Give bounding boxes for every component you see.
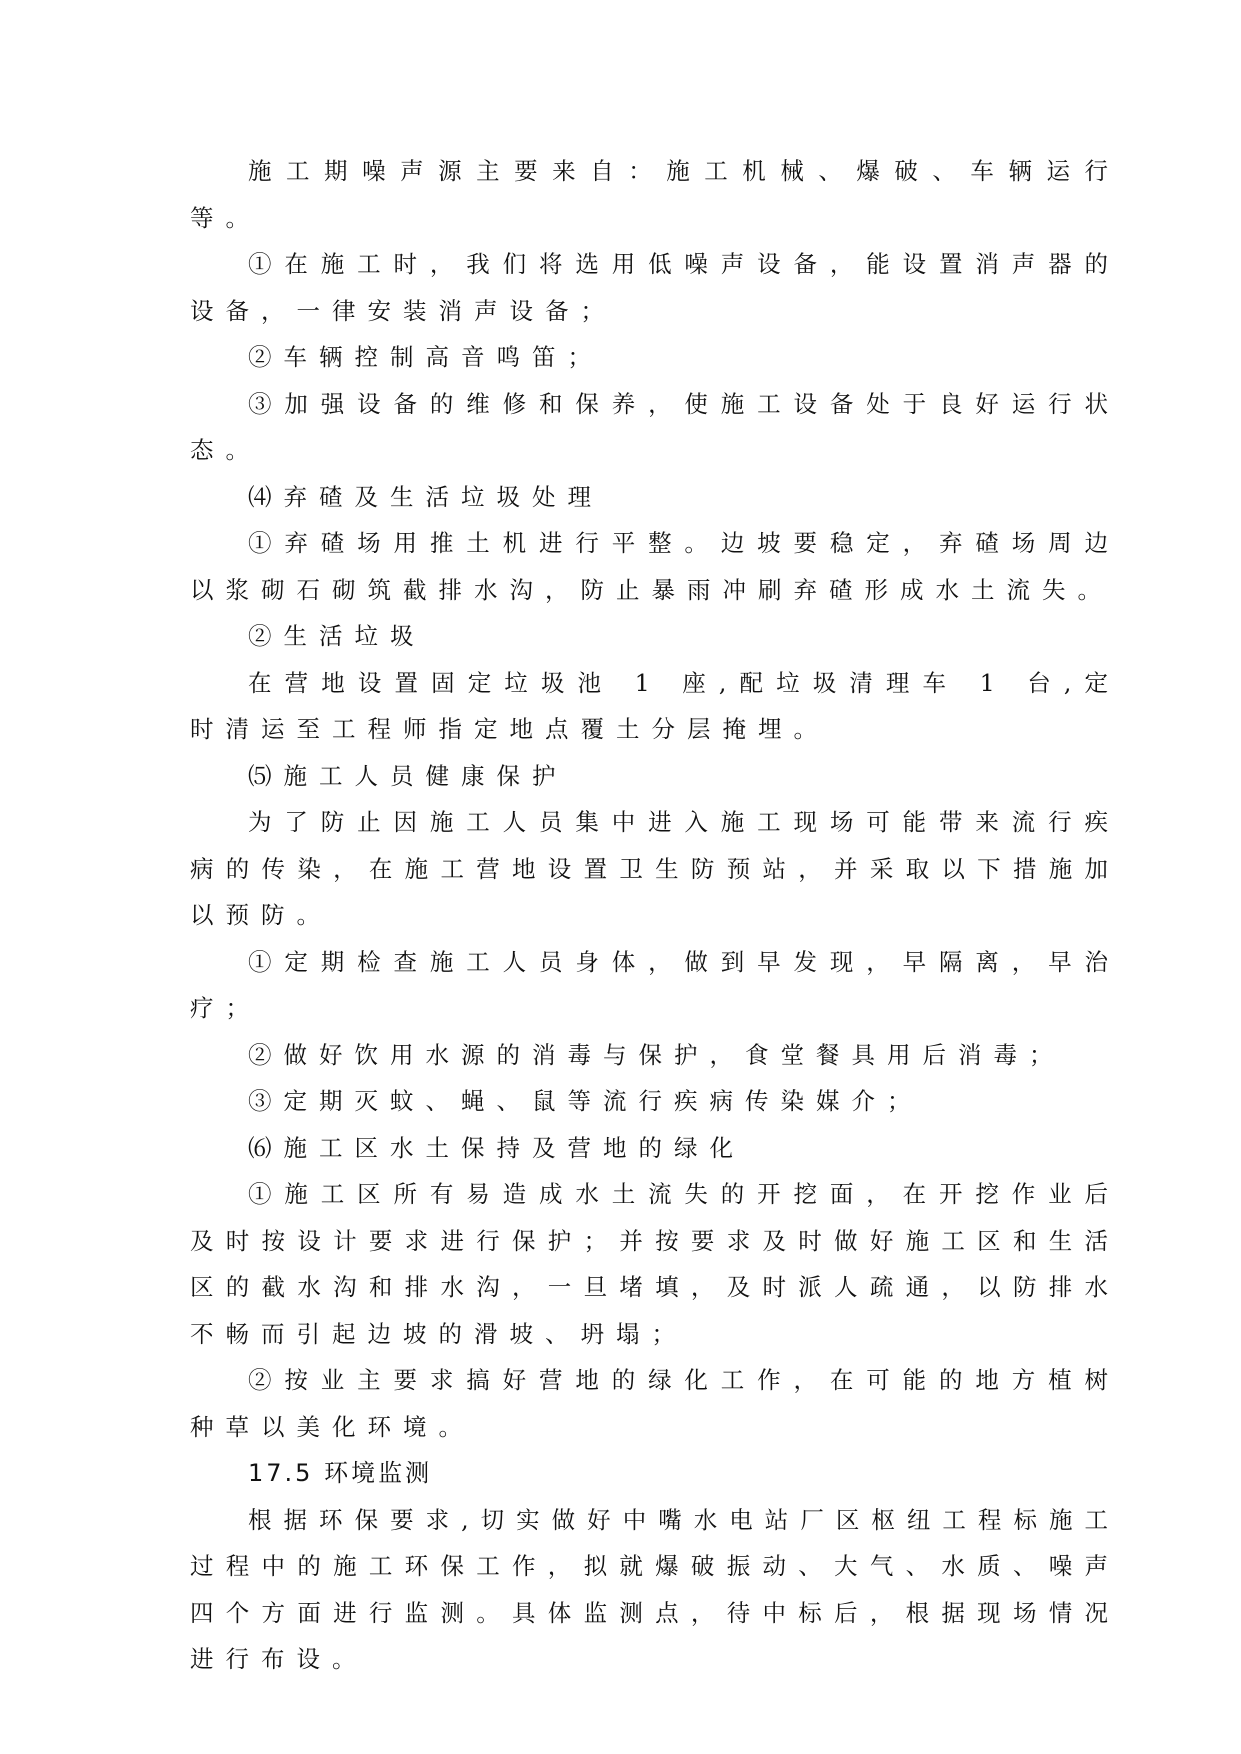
paragraph-health-measure-2: ②做好饮用水源的消毒与保护，食堂餐具用后消毒； bbox=[248, 1040, 1065, 1069]
section-heading: 17.5 环境监测 bbox=[248, 1459, 433, 1487]
paragraph-health-intro: 为了防止因施工人员集中进入施工现场可能带来流行疾病的传染，在施工营地设置卫生防预站，并采取以下措施加以预防。 bbox=[190, 808, 1120, 929]
paragraph-health-measure-3: ③定期灭蚊、蝇、鼠等流行疾病传染媒介； bbox=[248, 1087, 923, 1115]
paragraph-monitoring: 根据环保要求,切实做好中嘴水电站厂区枢纽工程标施工过程中的施工环保工作，拟就爆破振动、大气、水质、噪声四个方面进行监测。具体监测点，待中标后，根据现场情况进行布设。 bbox=[190, 1505, 1120, 1673]
paragraph-soil-measure-1: ①施工区所有易造成水土流失的开挖面，在开挖作业后及时按设计要求进行保护；并按要求及时做好施工区和生活区的截水沟和排水沟，一旦堵填，及时派人疏通，以防排水不畅而引起边坡的滑坡、坍塌； bbox=[190, 1180, 1120, 1348]
paragraph-noise-measure-1: ①在施工时，我们将选用低噪声设备，能设置消声器的设备，一律安装消声设备； bbox=[190, 250, 1120, 325]
paragraph-waste-measure-1: ①弃碴场用推土机进行平整。边坡要稳定，弃碴场周边以浆砌石砌筑截排水沟，防止暴雨冲刷弃碴形成水土流失。 bbox=[190, 529, 1120, 604]
paragraph-noise-measure-3: ③加强设备的维修和保养，使施工设备处于良好运行状态。 bbox=[190, 389, 1120, 464]
subheading-waste-disposal: ⑷弃碴及生活垃圾处理 bbox=[248, 482, 603, 511]
paragraph-noise-measure-2: ②车辆控制高音鸣笛； bbox=[248, 343, 603, 371]
subheading-soil-conservation: ⑹施工区水土保持及营地的绿化 bbox=[248, 1133, 745, 1162]
subheading-health-protection: ⑸施工人员健康保护 bbox=[248, 761, 568, 790]
paragraph-soil-measure-2: ②按业主要求搞好营地的绿化工作，在可能的地方植树种草以美化环境。 bbox=[190, 1366, 1120, 1441]
paragraph-health-measure-1: ①定期检查施工人员身体，做到早发现，早隔离，早治疗； bbox=[190, 947, 1120, 1022]
paragraph-noise-sources: 施工期噪声源主要来自：施工机械、爆破、车辆运行等。 bbox=[190, 157, 1120, 232]
paragraph-garbage-pool: 在营地设置固定垃圾池 1 座,配垃圾清理车 1 台,定时清运至工程师指定地点覆土分层掩埋。 bbox=[190, 668, 1120, 743]
document-body bbox=[190, 148, 1120, 1683]
paragraph-waste-measure-2: ②生活垃圾 bbox=[248, 622, 426, 650]
